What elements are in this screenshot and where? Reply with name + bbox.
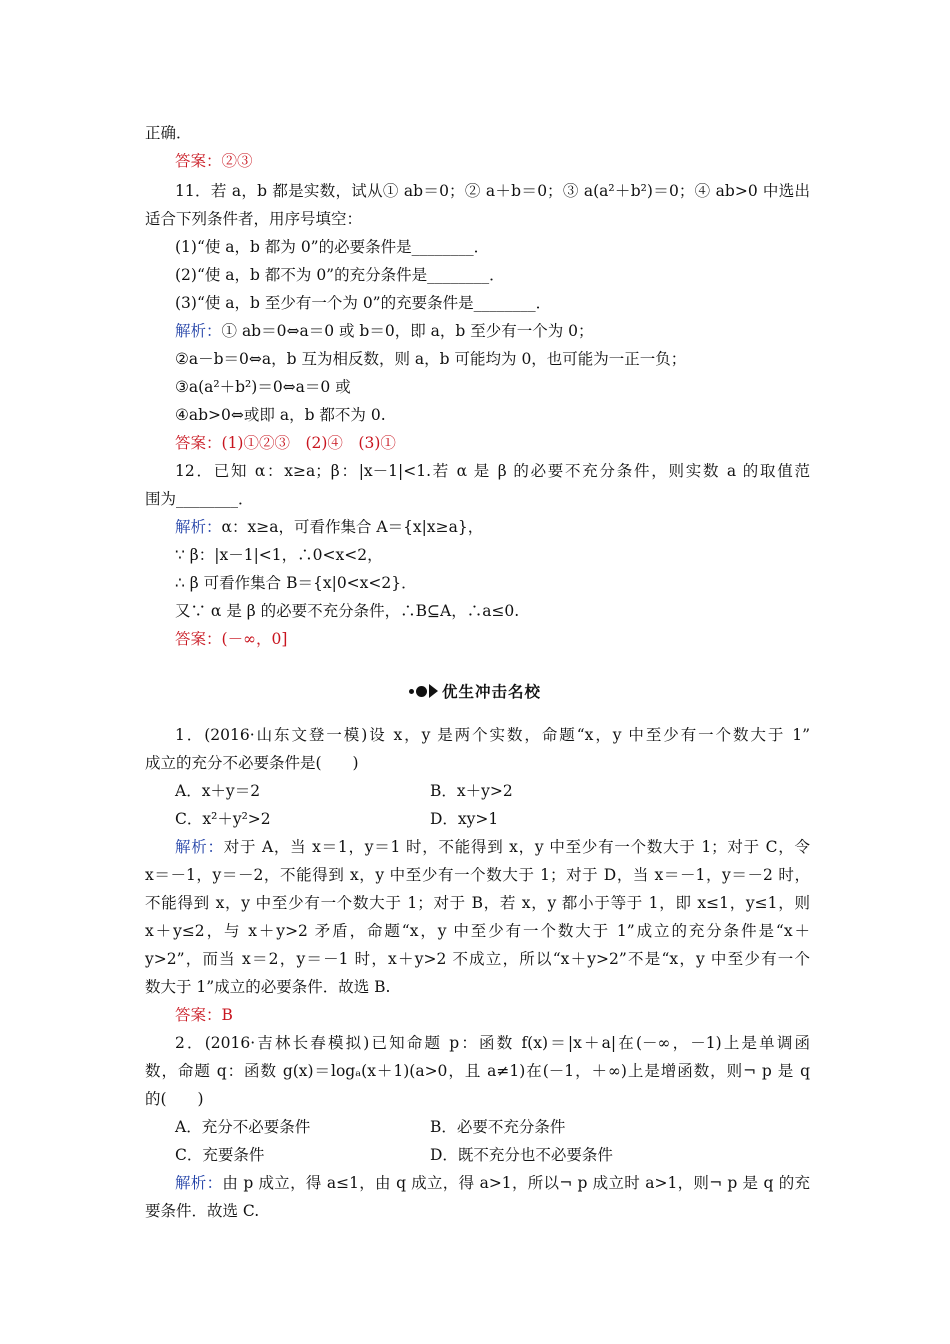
prev-answer [175, 150, 810, 172]
analysis-label: 解析： [175, 518, 222, 536]
p1-analysis-4: x＋y≤2，与 x＋y>2 矛盾，命题“x，y 中至少有一个数大于 1”成立的充分条件是“x＋ [145, 922, 810, 940]
option-b: B．必要不充分条件 [430, 1118, 566, 1136]
p1-stem-1: 1．(2016·山东文登一模)设 x，y 是两个实数，命题“x，y 中至少有一个数大于 1” [175, 726, 810, 744]
p1-stem-2: 成立的充分不必要条件是( ) [145, 754, 359, 772]
p1-analysis-2: x＝－1，y＝－2，不能得到 x，y 中至少有一个数大于 1；对于 D，当 x＝－1，y＝－2 时， [145, 866, 810, 884]
p1-analysis-3: 不能得到 x，y 中至少有一个数大于 1；对于 B，若 x，y 都小于等于 1，即 x≤1，y≤1，则 [145, 894, 810, 912]
p1-analysis-1 [175, 836, 810, 858]
section-bullet-icon [409, 684, 438, 698]
q11-analysis-2: ②a－b＝0⇔a，b 互为相反数，则 a，b 可能均为 0，也可能为一正一负； [175, 350, 687, 368]
section-title: 优生冲击名校 [441, 683, 541, 701]
option-a: A．x＋y＝2 [175, 782, 261, 800]
p2-options-ab [175, 1116, 810, 1138]
q12-analysis-4: 又∵ α 是 β 的必要不充分条件，∴B⊆A，∴a≤0. [175, 602, 520, 620]
q12-analysis-2: ∵ β：|x－1|<1，∴0<x<2， [175, 546, 383, 564]
p1-analysis-6: 数大于 1”成立的必要条件．故选 B. [145, 978, 391, 996]
q11-answer [175, 432, 810, 454]
option-d: D．xy>1 [430, 810, 499, 828]
option-c: C．x²＋y²>2 [175, 810, 271, 828]
p1-analysis-5: y>2”，而当 x＝2，y＝－1 时，x＋y>2 不成立，所以“x＋y>2”不是“x，y 中至少有一个 [145, 950, 810, 968]
p2-stem-3: 的( ) [145, 1090, 204, 1108]
answer-label: 答案： [175, 152, 222, 170]
answer-value: (－∞，0] [221, 630, 288, 648]
analysis-text: 由 p 成立，得 a≤1，由 q 成立，得 a>1，所以¬ p 成立时 a>1，则¬ p 是 q 的充 [222, 1174, 810, 1192]
answer-value: ②③ [221, 152, 253, 170]
q11-stem-1: 11．若 a，b 都是实数，试从① ab＝0；② a＋b＝0；③ a(a²＋b²)＝0；④ ab>0 中选出 [175, 182, 810, 200]
p1-options-ab [175, 780, 810, 802]
p2-stem-1: 2．(2016·吉林长春模拟)已知命题 p：函数 f(x)＝|x＋a|在(－∞，－1)上是单调函 [175, 1034, 810, 1052]
q12-analysis-3: ∴ β 可看作集合 B＝{x|0<x<2}． [175, 574, 417, 592]
p1-answer [175, 1004, 810, 1026]
q12-answer [175, 628, 810, 650]
analysis-label: 解析： [175, 322, 222, 340]
analysis-label: 解析： [175, 1174, 223, 1192]
analysis-label: 解析： [175, 838, 224, 856]
q11-sub-2: (2)“使 a，b 都不为 0”的充分条件是________． [175, 266, 505, 284]
q12-analysis-1 [175, 516, 810, 538]
option-a: A．充分不必要条件 [175, 1118, 311, 1136]
answer-value: B [221, 1006, 233, 1024]
answer-value: (1)①②③ (2)④ (3)① [221, 434, 396, 452]
option-b: B．x＋y>2 [430, 782, 513, 800]
p2-analysis-1 [175, 1172, 810, 1194]
section-header [0, 678, 950, 704]
p1-options-cd [175, 808, 810, 830]
p2-options-cd [175, 1144, 810, 1166]
p2-stem-2: 数，命题 q：函数 g(x)＝logₐ(x＋1)(a>0，且 a≠1)在(－1，＋∞)上是增函数，则¬ p 是 q [145, 1062, 810, 1080]
analysis-text: ① ab＝0⇔a＝0 或 b＝0，即 a，b 至少有一个为 0； [221, 322, 594, 340]
q11-analysis-4: ④ab>0⇔或即 a，b 都不为 0. [175, 406, 386, 424]
q11-analysis-3: ③a(a²＋b²)＝0⇔a＝0 或 [175, 378, 351, 396]
answer-label: 答案： [175, 1006, 222, 1024]
q11-sub-1: (1)“使 a，b 都为 0”的必要条件是________． [175, 238, 490, 256]
option-d: D．既不充分也不必要条件 [430, 1146, 613, 1164]
q11-stem-2: 适合下列条件者，用序号填空： [145, 210, 363, 228]
q12-stem-2: 围为________． [145, 490, 254, 508]
q12-stem-1: 12．已知 α：x≥a；β：|x－1|<1.若 α 是 β 的必要不充分条件，则实数 a 的取值范 [175, 462, 810, 480]
q11-analysis-1 [175, 320, 810, 342]
analysis-text: 对于 A，当 x＝1，y＝1 时，不能得到 x，y 中至少有一个数大于 1；对于 C，令 [223, 838, 810, 856]
analysis-text: α：x≥a，可看作集合 A＝{x|x≥a}， [221, 518, 484, 536]
answer-label: 答案： [175, 630, 222, 648]
option-c: C．充要条件 [175, 1146, 265, 1164]
answer-label: 答案： [175, 434, 222, 452]
prev-tail: 正确． [145, 124, 192, 142]
q11-sub-3: (3)“使 a，b 至少有一个为 0”的充要条件是________． [175, 294, 552, 312]
p2-analysis-2: 要条件．故选 C. [145, 1202, 260, 1220]
